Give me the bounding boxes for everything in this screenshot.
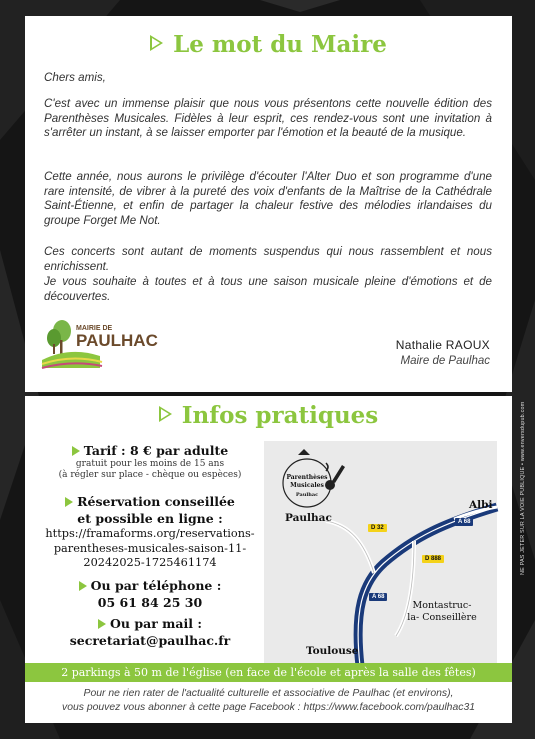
intro-paragraph: C'est avec un immense plaisir que nous vous présentons cette nouvelle édition des Parenthèses Musicales. Fidèles à leur esprit, ces rendez-vous sont une invitation à s'arrêter un instant, à se laisser emporter par l'émotion et la beauté de la musique.	[44, 97, 492, 140]
mail-block	[25, 615, 275, 649]
reservation-url-3[interactable]: 20242025-1725461174	[83, 556, 217, 569]
road-badge-d32: D 32	[368, 524, 387, 532]
greeting: Chers amis,	[44, 71, 106, 84]
tarif-note-payment: (à régler sur place - chèque ou espèces)	[58, 470, 242, 480]
map-label-montastruc	[392, 600, 492, 624]
mairie-logo-graphic	[42, 316, 158, 368]
triangle-bullet-icon	[98, 619, 106, 629]
wishes-paragraph: Je vous souhaite à toutes et à tous une saison musicale pleine d'émotions et de découvertes.	[44, 275, 492, 303]
emblem-line-1: Parenthèses	[286, 474, 328, 481]
triangle-bullet-icon	[159, 406, 172, 422]
phone-block	[25, 577, 275, 611]
phone-heading: Ou par téléphone :	[90, 578, 222, 593]
logo-top-text: MAIRIE DE	[76, 325, 113, 332]
triangle-bullet-icon	[72, 446, 80, 456]
footer-line-1: Pour ne rien rater de l'actualité culturelle et associative de Paulhac (et environs),	[83, 688, 454, 699]
road-badge-a68-bottom: A 68	[369, 593, 387, 601]
road-badge-d888: D 888	[422, 555, 444, 563]
signature-name: Nathalie RAOUX	[395, 338, 490, 352]
reservation-heading-1: Réservation conseillée	[77, 494, 235, 509]
phone-number[interactable]: 05 61 84 25 30	[97, 595, 203, 610]
reservation-block	[25, 493, 275, 571]
mairie-paulhac-logo	[42, 316, 158, 368]
concerts-paragraph: Ces concerts sont autant de moments suspendus qui nous rassemblent et nous enrichissent.	[44, 245, 492, 273]
mail-heading: Ou par mail :	[110, 616, 202, 631]
map-label-albi: Albi	[469, 499, 493, 511]
parentheses-musicales-emblem	[283, 449, 345, 507]
map-roads-graphic	[264, 441, 497, 666]
mail-address[interactable]: secretariat@paulhac.fr	[69, 633, 231, 648]
facebook-footer	[25, 687, 512, 714]
tarif-block	[25, 442, 275, 481]
mot-du-maire-card	[25, 16, 512, 392]
map-label-montastruc-2: la- Conseillère	[407, 612, 477, 623]
parking-info-band: 2 parkings à 50 m de l'église (en face de l'école et après la salle des fêtes)	[25, 663, 512, 682]
tarif-heading: Tarif : 8 € par adulte	[83, 443, 229, 458]
map-label-paulhac: Paulhac	[285, 512, 332, 524]
infos-pratiques-title: Infos pratiques	[25, 402, 512, 429]
tarif-note-free: gratuit pour les moins de 15 ans	[75, 459, 225, 469]
access-map	[264, 441, 497, 666]
reservation-heading-2: et possible en ligne :	[77, 511, 223, 526]
signature-role: Maire de Paulhac	[400, 355, 490, 367]
triangle-bullet-icon	[65, 497, 73, 507]
program-paragraph: Cette année, nous aurons le privilège d'écouter l'Alter Duo et son programme d'une rare intensité, de vibrer à la pureté des voix d'enfants de la Maîtrise de la Cathédrale Saint-Étienne, et enfin de partager la chaleur festive des mélodies irlandaises du groupe Forget Me Not.	[44, 170, 492, 227]
infos-pratiques-card	[25, 396, 512, 723]
mot-du-maire-title: Le mot du Maire	[25, 31, 512, 58]
reservation-url-1[interactable]: https://framaforms.org/reservations-	[45, 527, 255, 540]
triangle-bullet-icon	[150, 35, 163, 51]
logo-main-text: PAULHAC	[76, 331, 158, 350]
side-legal-text: NE PAS JETER SUR LA VOIE PUBLIQUE • www.enversdupub.com	[520, 401, 526, 575]
emblem-line-2: Musicales	[290, 482, 324, 489]
footer-line-2[interactable]: vous pouvez vous abonner à cette page Facebook : https://www.facebook.com/paulhac31	[62, 701, 475, 713]
triangle-bullet-icon	[79, 581, 87, 591]
map-label-montastruc-1: Montastruc-	[412, 600, 472, 611]
reservation-url-2[interactable]: parentheses-musicales-saison-11-	[53, 541, 247, 555]
road-badge-a68-top: A 68	[455, 518, 473, 526]
emblem-line-3: Paulhac	[295, 492, 319, 498]
map-label-toulouse: Toulouse	[306, 645, 359, 657]
